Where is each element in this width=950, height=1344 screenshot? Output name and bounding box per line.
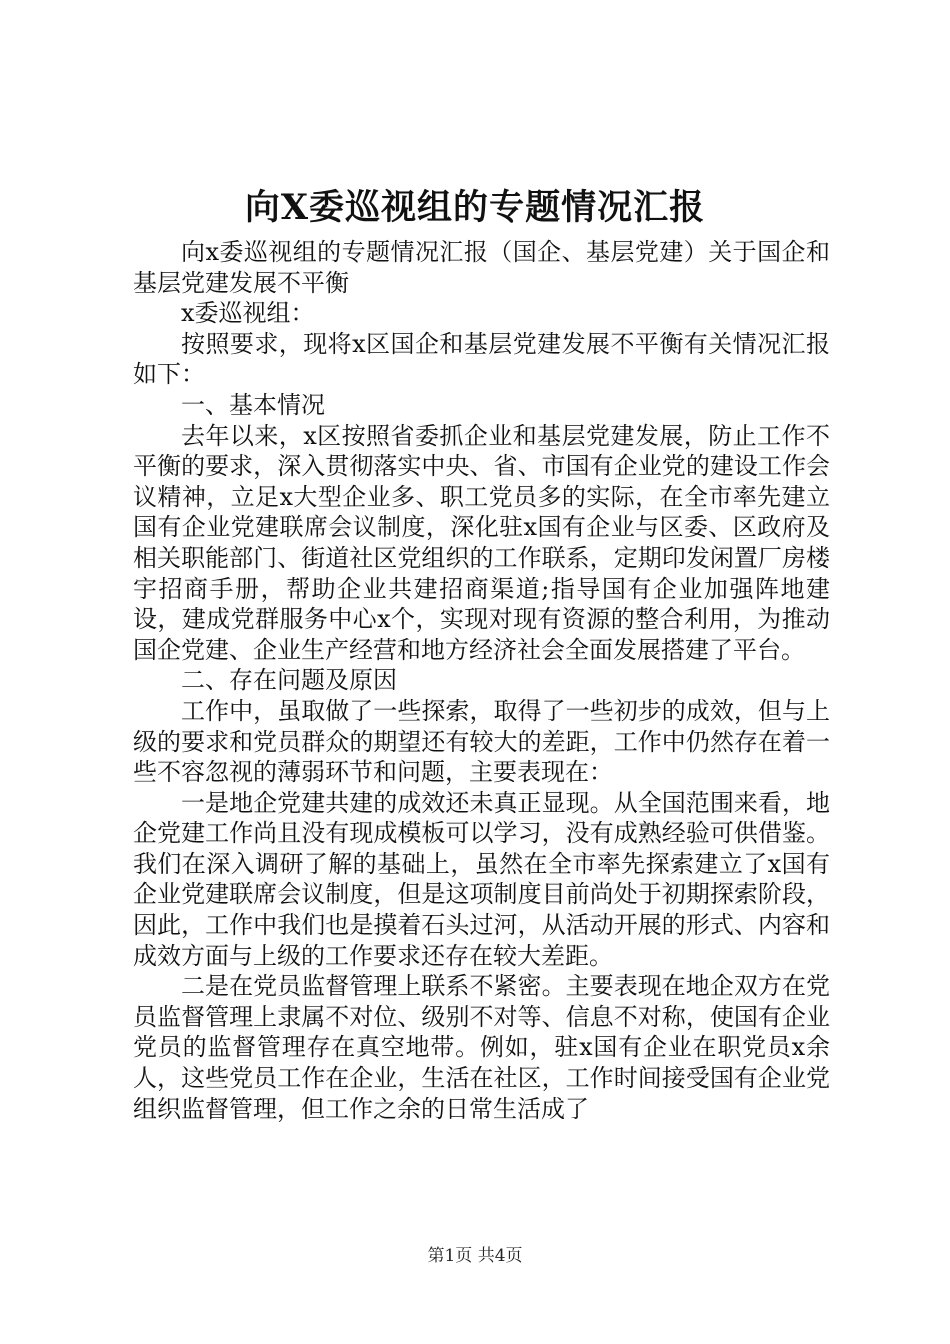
paragraph-salutation: x委巡视组： (181, 299, 315, 328)
paragraph-basic-situation: 去年以来，x区按照省委抓企业和基层党建发展，防止工作不平衡的要求，深入贯彻落实中央、省、市国有企业党的建设工作会议精神，立足x大型企业多、职工党员多的实际，在全市率先建立国有企业党建联席会议制度，深化驻x国有企业与区委、区政府及相关职能部门、街道社区党组织的工作联系，定期印发闲置厂房楼宇招商手册，帮助企业共建招商渠道;指导国有企业加强阵地建设，建成党群服务中心x个，实现对现有资源的整合利用，为推动国企党建、企业生产经营和地方经济社会全面发展搭建了平台。 (133, 421, 830, 664)
section-heading-basic-situation: 一、基本情况 (181, 390, 325, 419)
paragraph-problems-overview: 工作中，虽取做了一些探索，取得了一些初步的成效，但与上级的要求和党员群众的期望还有较大的差距，工作中仍然存在着一些不容忽视的薄弱环节和问题，主要表现在： (133, 696, 830, 787)
section-heading-problems: 二、存在问题及原因 (181, 666, 397, 695)
paragraph-intro: 向x委巡视组的专题情况汇报（国企、基层党建）关于国企和基层党建发展不平衡 (133, 238, 830, 297)
document-title: 向X委巡视组的专题情况汇报 (244, 187, 706, 228)
paragraph-opening: 按照要求，现将x区国企和基层党建发展不平衡有关情况汇报如下： (133, 329, 830, 389)
document-body (133, 237, 830, 1124)
page-footer: 第1页 共4页 (427, 1246, 523, 1266)
paragraph-problem-two: 二是在党员监督管理上联系不紧密。主要表现在地企双方在党员监督管理上隶属不对位、级别不对等、信息不对称，使国有企业党员的监督管理存在真空地带。例如，驻x国有企业在职党员x余人，这些党员工作在企业，生活在社区，工作时间接受国有企业党组织监督管理，但工作之余的日常生活成了 (133, 972, 830, 1123)
paragraph-problem-one: 一是地企党建共建的成效还未真正显现。从全国范围来看，地企党建工作尚且没有现成模板可以学习，没有成熟经验可供借鉴。我们在深入调研了解的基础上，虽然在全市率先探索建立了x国有企业党建联席会议制度，但是这项制度目前尚处于初期探索阶段，因此，工作中我们也是摸着石头过河，从活动开展的形式、内容和成效方面与上级的工作要求还存在较大差距。 (133, 788, 830, 970)
